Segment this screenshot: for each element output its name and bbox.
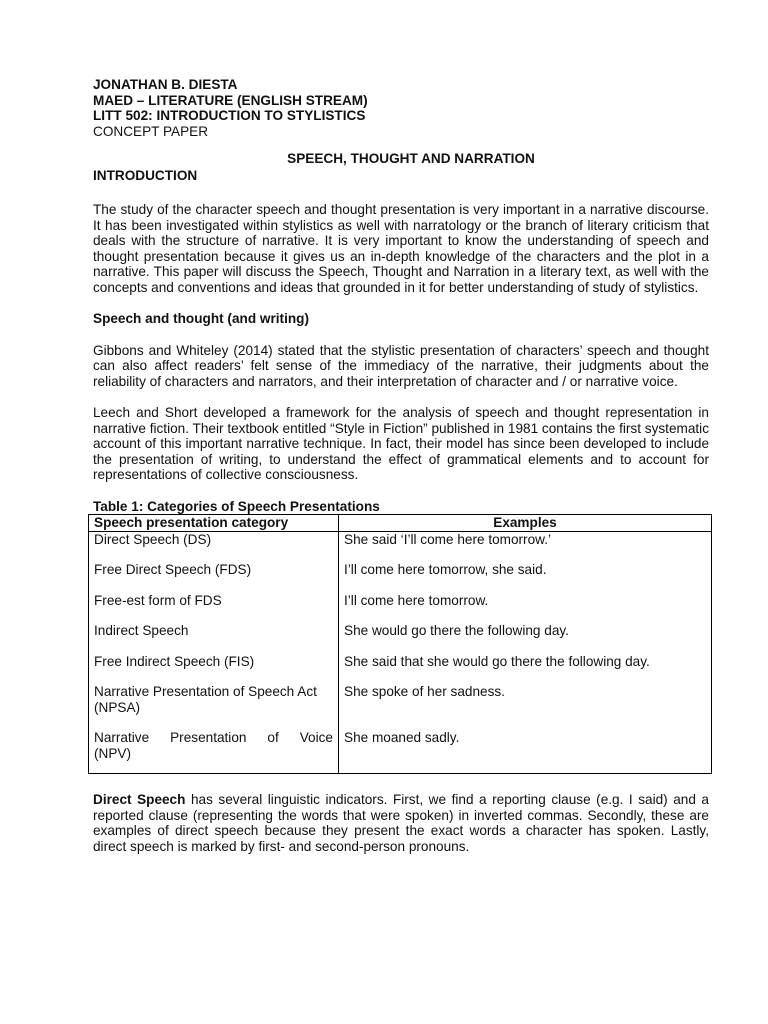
direct-speech-paragraph <box>93 792 709 854</box>
table-caption: Table 1: Categories of Speech Presentations <box>93 498 380 514</box>
category-cell-line1: Narrative Presentation of Voice <box>94 730 333 745</box>
program-name: MAED – LITERATURE (ENGLISH STREAM) <box>93 92 368 108</box>
intro-heading: INTRODUCTION <box>93 167 198 183</box>
document-type: CONCEPT PAPER <box>93 123 209 139</box>
gibbons-paragraph: Gibbons and Whiteley (2014) stated that the stylistic presentation of characters’ speech and thought can also affect readers’ felt sense of the immediacy of the narrative, their judgments about the reliability of characters and narrators, and their interpretation of character and / or narrative voice. <box>93 342 709 389</box>
example-cell: I’ll come here tomorrow. <box>339 593 712 624</box>
category-cell: Free-est form of FDS <box>89 593 339 624</box>
direct-speech-term: Direct Speech <box>93 792 186 807</box>
example-cell: She said that she would go there the following day. <box>339 654 712 685</box>
intro-paragraph: The study of the character speech and thought presentation is very important in a narrative discourse. It has been investigated within stylistics as well with narratology or the branch of literary criticism that deals with the structure of narrative. It is very important to know the understanding of speech and thought presentation because it gives us an in-depth knowledge of the characters and the plot in a narrative. This paper will discuss the Speech, Thought and Narration in a literary text, as well with the concepts and conventions and ideas that grounded in it for better understanding of study of stylistics. <box>93 202 709 295</box>
document-page <box>93 77 709 854</box>
paper-title: SPEECH, THOUGHT AND NARRATION <box>287 151 535 166</box>
example-cell: She said ‘I’ll come here tomorrow.’ <box>339 531 712 562</box>
category-cell: Direct Speech (DS) <box>89 531 339 562</box>
author-name: JONATHAN B. DIESTA <box>93 77 238 92</box>
category-cell: Narrative Presentation of Speech Act (NPSA) <box>89 684 339 730</box>
category-cell: Free Indirect Speech (FIS) <box>89 654 339 685</box>
leech-short-paragraph: Leech and Short developed a framework for the analysis of speech and thought representation in narrative fiction. Their textbook entitled “Style in Fiction” published in 1981 contains the first systematic account of this important narrative technique. In fact, their model has since been developed to include the presentation of writing, to understand the effect of grammatical elements and to account for representations of collective consciousness. <box>93 405 709 482</box>
table-row <box>89 531 712 562</box>
table-row <box>89 654 712 685</box>
example-cell: She moaned sadly. <box>339 730 712 774</box>
table-row <box>89 623 712 654</box>
category-cell: Free Direct Speech (FDS) <box>89 562 339 593</box>
example-cell: She would go there the following day. <box>339 623 712 654</box>
table-row <box>89 593 712 624</box>
table-row <box>89 684 712 730</box>
category-cell: Indirect Speech <box>89 623 339 654</box>
header-examples: Examples <box>339 515 712 532</box>
example-cell: She spoke of her sadness. <box>339 684 712 730</box>
table-row <box>89 562 712 593</box>
course-name: LITT 502: INTRODUCTION TO STYLISTICS <box>93 108 366 123</box>
table-row <box>89 730 712 774</box>
category-cell <box>89 730 339 774</box>
speech-thought-heading: Speech and thought (and writing) <box>93 311 309 326</box>
header-category: Speech presentation category <box>89 515 339 532</box>
example-cell: I’ll come here tomorrow, she said. <box>339 562 712 593</box>
direct-speech-body: has several linguistic indicators. First, we find a reporting clause (e.g. I said) and a reported clause (representing the words that were spoken) in inverted commas. Secondly, these are examples of direct speech because they present the exact words a character has spoken. Lastly, direct speech is marked by first- and second-person pronouns. <box>93 792 709 854</box>
table-header-row <box>89 515 712 532</box>
speech-categories-table <box>88 514 712 774</box>
category-cell-line2: (NPV) <box>94 745 132 761</box>
